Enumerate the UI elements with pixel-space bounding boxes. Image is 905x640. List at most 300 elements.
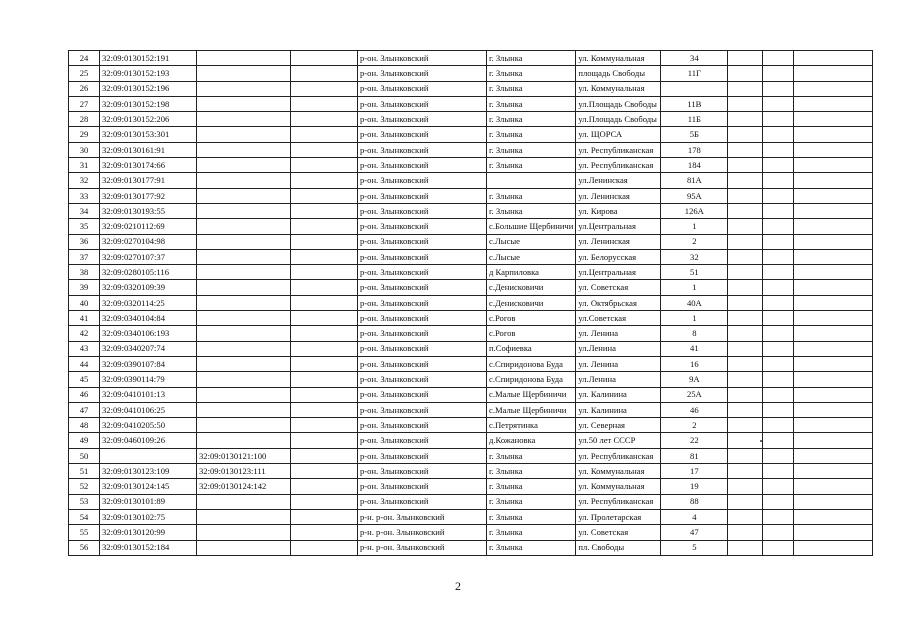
locality-cell: с.Лысые xyxy=(487,234,576,249)
table-row xyxy=(69,51,873,66)
extra-1-cell xyxy=(728,127,763,142)
district-cell: р-он. Злынковский xyxy=(358,494,487,509)
extra-1-cell xyxy=(728,341,763,356)
row-number-cell: 54 xyxy=(69,509,100,524)
row-number-cell: 39 xyxy=(69,280,100,295)
locality-cell: с.Большие Щербиничи xyxy=(487,219,576,234)
table-row xyxy=(69,142,873,157)
extra-3-cell xyxy=(794,142,873,157)
row-number-cell: 42 xyxy=(69,326,100,341)
street-cell: ул. Ленинская xyxy=(576,188,661,203)
street-cell: ул. Коммунальная xyxy=(576,464,661,479)
empty-col-cell xyxy=(291,479,358,494)
district-cell: р-он. Злынковский xyxy=(358,311,487,326)
empty-col-cell xyxy=(291,448,358,463)
extra-2-cell xyxy=(763,158,794,173)
empty-col-cell xyxy=(291,372,358,387)
extra-3-cell xyxy=(794,494,873,509)
extra-2-cell xyxy=(763,509,794,524)
row-number-cell: 51 xyxy=(69,464,100,479)
cadastral-number-cell: 32:09:0340106:193 xyxy=(100,326,197,341)
cadastral-number-2-cell xyxy=(197,433,291,448)
extra-2-cell xyxy=(763,96,794,111)
district-cell: р-он. Злынковский xyxy=(358,418,487,433)
extra-1-cell xyxy=(728,418,763,433)
cadastral-number-cell: 32:09:0130177:92 xyxy=(100,188,197,203)
extra-1-cell xyxy=(728,540,763,555)
locality-cell: с.Спиридонова Буда xyxy=(487,356,576,371)
house-number-cell: 40А xyxy=(661,295,728,310)
street-cell: ул. Калинина xyxy=(576,387,661,402)
locality-cell: г. Злынка xyxy=(487,112,576,127)
locality-cell: д Карпиловка xyxy=(487,265,576,280)
table-row xyxy=(69,280,873,295)
table-row xyxy=(69,66,873,81)
cadastral-number-cell: 32:09:0130124:145 xyxy=(100,479,197,494)
extra-2-cell xyxy=(763,311,794,326)
cadastral-number-2-cell xyxy=(197,509,291,524)
empty-col-cell xyxy=(291,265,358,280)
row-number-cell: 26 xyxy=(69,81,100,96)
locality-cell: г. Злынка xyxy=(487,96,576,111)
cadastral-number-2-cell xyxy=(197,249,291,264)
extra-3-cell xyxy=(794,540,873,555)
extra-2-cell xyxy=(763,464,794,479)
house-number-cell: 5 xyxy=(661,540,728,555)
row-number-cell: 36 xyxy=(69,234,100,249)
extra-3-cell xyxy=(794,96,873,111)
district-cell: р-он. Злынковский xyxy=(358,127,487,142)
row-number-cell: 40 xyxy=(69,295,100,310)
cadastral-number-cell: 32:09:0340207:74 xyxy=(100,341,197,356)
house-number-cell: 1 xyxy=(661,311,728,326)
extra-1-cell xyxy=(728,372,763,387)
row-number-cell: 32 xyxy=(69,173,100,188)
locality-cell: г. Злынка xyxy=(487,127,576,142)
cadastral-number-2-cell xyxy=(197,203,291,218)
cadastral-number-cell: 32:09:0130152:198 xyxy=(100,96,197,111)
cadastral-number-cell: 32:09:0130161:91 xyxy=(100,142,197,157)
street-cell: ул. Республиканская xyxy=(576,494,661,509)
table-row xyxy=(69,341,873,356)
street-cell: ул. Советская xyxy=(576,280,661,295)
house-number-cell: 51 xyxy=(661,265,728,280)
extra-2-cell xyxy=(763,280,794,295)
extra-1-cell xyxy=(728,112,763,127)
street-cell: ул.Площадь Свободы xyxy=(576,112,661,127)
empty-col-cell xyxy=(291,66,358,81)
extra-2-cell xyxy=(763,81,794,96)
extra-3-cell xyxy=(794,448,873,463)
extra-2-cell xyxy=(763,265,794,280)
extra-3-cell xyxy=(794,295,873,310)
district-cell: р-он. Злынковский xyxy=(358,341,487,356)
district-cell: р-он. Злынковский xyxy=(358,173,487,188)
district-cell: р-он. Злынковский xyxy=(358,387,487,402)
locality-cell: г. Злынка xyxy=(487,188,576,203)
extra-3-cell xyxy=(794,387,873,402)
district-cell: р-он. Злынковский xyxy=(358,66,487,81)
extra-3-cell xyxy=(794,234,873,249)
cadastral-number-cell: 32:09:0460109:26 xyxy=(100,433,197,448)
extra-1-cell xyxy=(728,234,763,249)
street-cell: ул.Ленина xyxy=(576,372,661,387)
locality-cell: г. Злынка xyxy=(487,525,576,540)
table-row xyxy=(69,387,873,402)
extra-3-cell xyxy=(794,265,873,280)
extra-3-cell xyxy=(794,173,873,188)
row-number-cell: 53 xyxy=(69,494,100,509)
extra-1-cell xyxy=(728,494,763,509)
cadastral-number-cell: 32:09:0390107:84 xyxy=(100,356,197,371)
empty-col-cell xyxy=(291,402,358,417)
extra-3-cell xyxy=(794,249,873,264)
extra-3-cell xyxy=(794,188,873,203)
district-cell: р-он. Злынковский xyxy=(358,295,487,310)
extra-3-cell xyxy=(794,509,873,524)
extra-2-cell xyxy=(763,418,794,433)
empty-col-cell xyxy=(291,203,358,218)
street-cell: пл. Свободы xyxy=(576,540,661,555)
street-cell: ул. Кирова xyxy=(576,203,661,218)
extra-1-cell xyxy=(728,158,763,173)
row-number-cell: 24 xyxy=(69,51,100,66)
empty-col-cell xyxy=(291,387,358,402)
cadastral-number-cell: 32:09:0130177:91 xyxy=(100,173,197,188)
extra-3-cell xyxy=(794,525,873,540)
cadastral-number-2-cell xyxy=(197,418,291,433)
house-number-cell: 9А xyxy=(661,372,728,387)
house-number-cell: 2 xyxy=(661,418,728,433)
extra-3-cell xyxy=(794,402,873,417)
extra-1-cell xyxy=(728,433,763,448)
cadastral-number-2-cell xyxy=(197,219,291,234)
house-number-cell: 22 xyxy=(661,433,728,448)
street-cell: ул.Советская xyxy=(576,311,661,326)
locality-cell: с.Денисковичи xyxy=(487,295,576,310)
street-cell: ул. Белорусская xyxy=(576,249,661,264)
locality-cell: с.Рогов xyxy=(487,311,576,326)
extra-1-cell xyxy=(728,51,763,66)
extra-3-cell xyxy=(794,51,873,66)
table-row xyxy=(69,356,873,371)
table-row xyxy=(69,448,873,463)
locality-cell: п.Софиевка xyxy=(487,341,576,356)
table-row xyxy=(69,81,873,96)
street-cell: ул. Республиканская xyxy=(576,448,661,463)
cadastral-number-cell: 32:09:0270104:98 xyxy=(100,234,197,249)
extra-3-cell xyxy=(794,464,873,479)
extra-2-cell xyxy=(763,203,794,218)
extra-3-cell xyxy=(794,158,873,173)
house-number-cell: 5Б xyxy=(661,127,728,142)
cadastral-number-cell: 32:09:0410101:13 xyxy=(100,387,197,402)
street-cell: ул.Ленина xyxy=(576,341,661,356)
empty-col-cell xyxy=(291,81,358,96)
street-cell: ул.Площадь Свободы xyxy=(576,96,661,111)
property-register-table xyxy=(68,50,873,556)
locality-cell: с.Рогов xyxy=(487,326,576,341)
empty-col-cell xyxy=(291,509,358,524)
street-cell: ул. Республиканская xyxy=(576,142,661,157)
street-cell: ул. Республиканская xyxy=(576,158,661,173)
extra-2-cell xyxy=(763,402,794,417)
extra-2-cell xyxy=(763,219,794,234)
extra-2-cell xyxy=(763,341,794,356)
locality-cell: г. Злынка xyxy=(487,203,576,218)
street-cell: ул. Коммунальная xyxy=(576,51,661,66)
extra-2-cell xyxy=(763,540,794,555)
cadastral-number-2-cell xyxy=(197,540,291,555)
house-number-cell: 32 xyxy=(661,249,728,264)
cadastral-number-2-cell xyxy=(197,66,291,81)
cadastral-number-2-cell xyxy=(197,265,291,280)
cadastral-number-cell: 32:09:0410205:50 xyxy=(100,418,197,433)
cadastral-number-2-cell xyxy=(197,326,291,341)
cadastral-number-cell: 32:09:0320114:25 xyxy=(100,295,197,310)
house-number-cell: 19 xyxy=(661,479,728,494)
district-cell: р-он. Злынковский xyxy=(358,234,487,249)
extra-1-cell xyxy=(728,280,763,295)
cadastral-number-2-cell xyxy=(197,356,291,371)
row-number-cell: 55 xyxy=(69,525,100,540)
extra-2-cell xyxy=(763,448,794,463)
extra-2-cell xyxy=(763,387,794,402)
locality-cell: с.Спиридонова Буда xyxy=(487,372,576,387)
locality-cell: д.Кожановка xyxy=(487,433,576,448)
empty-col-cell xyxy=(291,326,358,341)
table-row xyxy=(69,203,873,218)
house-number-cell: 11Б xyxy=(661,112,728,127)
extra-3-cell xyxy=(794,311,873,326)
cadastral-number-2-cell xyxy=(197,402,291,417)
extra-3-cell xyxy=(794,356,873,371)
cadastral-number-2-cell xyxy=(197,234,291,249)
extra-1-cell xyxy=(728,356,763,371)
street-cell: ул. Ленина xyxy=(576,326,661,341)
house-number-cell: 178 xyxy=(661,142,728,157)
table-row xyxy=(69,509,873,524)
locality-cell: г. Злынка xyxy=(487,509,576,524)
row-number-cell: 29 xyxy=(69,127,100,142)
empty-col-cell xyxy=(291,295,358,310)
street-cell: ул.Центральная xyxy=(576,265,661,280)
house-number-cell: 4 xyxy=(661,509,728,524)
extra-2-cell xyxy=(763,142,794,157)
district-cell: р-он. Злынковский xyxy=(358,372,487,387)
district-cell: р-он. Злынковский xyxy=(358,96,487,111)
extra-3-cell xyxy=(794,418,873,433)
house-number-cell: 34 xyxy=(661,51,728,66)
extra-1-cell xyxy=(728,265,763,280)
street-cell: ул. Пролетарская xyxy=(576,509,661,524)
stray-mark xyxy=(760,440,762,442)
cadastral-number-cell: 32:09:0340104:84 xyxy=(100,311,197,326)
district-cell: р-он. Злынковский xyxy=(358,158,487,173)
table-row xyxy=(69,464,873,479)
row-number-cell: 48 xyxy=(69,418,100,433)
locality-cell: г. Злынка xyxy=(487,464,576,479)
house-number-cell: 88 xyxy=(661,494,728,509)
table-row xyxy=(69,494,873,509)
empty-col-cell xyxy=(291,112,358,127)
street-cell: ул. Северная xyxy=(576,418,661,433)
extra-1-cell xyxy=(728,479,763,494)
row-number-cell: 47 xyxy=(69,402,100,417)
extra-3-cell xyxy=(794,326,873,341)
row-number-cell: 25 xyxy=(69,66,100,81)
locality-cell: г. Злынка xyxy=(487,142,576,157)
street-cell: ул. Октябрьская xyxy=(576,295,661,310)
table-row xyxy=(69,402,873,417)
table-row xyxy=(69,479,873,494)
extra-2-cell xyxy=(763,127,794,142)
extra-1-cell xyxy=(728,96,763,111)
table-row xyxy=(69,234,873,249)
district-cell: р-он. Злынковский xyxy=(358,81,487,96)
cadastral-number-2-cell xyxy=(197,112,291,127)
table-row xyxy=(69,219,873,234)
empty-col-cell xyxy=(291,173,358,188)
street-cell: ул. Советская xyxy=(576,525,661,540)
table-row xyxy=(69,433,873,448)
street-cell: площадь Свободы xyxy=(576,66,661,81)
empty-col-cell xyxy=(291,341,358,356)
house-number-cell: 95А xyxy=(661,188,728,203)
cadastral-number-cell: 32:09:0130152:206 xyxy=(100,112,197,127)
extra-2-cell xyxy=(763,433,794,448)
house-number-cell: 16 xyxy=(661,356,728,371)
row-number-cell: 27 xyxy=(69,96,100,111)
extra-3-cell xyxy=(794,81,873,96)
house-number-cell: 11Г xyxy=(661,66,728,81)
row-number-cell: 35 xyxy=(69,219,100,234)
empty-col-cell xyxy=(291,158,358,173)
extra-3-cell xyxy=(794,341,873,356)
table-row xyxy=(69,418,873,433)
page-number: 2 xyxy=(455,579,461,593)
extra-1-cell xyxy=(728,311,763,326)
district-cell: р-он. Злынковский xyxy=(358,464,487,479)
house-number-cell: 47 xyxy=(661,525,728,540)
house-number-cell: 1 xyxy=(661,280,728,295)
empty-col-cell xyxy=(291,525,358,540)
empty-col-cell xyxy=(291,418,358,433)
cadastral-number-cell: 32:09:0130153:301 xyxy=(100,127,197,142)
empty-col-cell xyxy=(291,311,358,326)
cadastral-number-cell: 32:09:0270107:37 xyxy=(100,249,197,264)
cadastral-number-2-cell xyxy=(197,96,291,111)
district-cell: р-он. Злынковский xyxy=(358,142,487,157)
cadastral-number-cell xyxy=(100,448,197,463)
street-cell: ул. Коммунальная xyxy=(576,479,661,494)
house-number-cell: 81А xyxy=(661,173,728,188)
locality-cell: с.Малые Щербиничи xyxy=(487,387,576,402)
district-cell: р-он. Злынковский xyxy=(358,112,487,127)
street-cell: ул. Коммунальная xyxy=(576,81,661,96)
house-number-cell: 2 xyxy=(661,234,728,249)
house-number-cell: 25А xyxy=(661,387,728,402)
cadastral-number-2-cell xyxy=(197,525,291,540)
row-number-cell: 33 xyxy=(69,188,100,203)
table-row xyxy=(69,295,873,310)
cadastral-number-2-cell: 32:09:0130123:111 xyxy=(197,464,291,479)
extra-2-cell xyxy=(763,356,794,371)
row-number-cell: 31 xyxy=(69,158,100,173)
district-cell: р-н. р-он. Злынковский xyxy=(358,509,487,524)
locality-cell: с.Петрятинка xyxy=(487,418,576,433)
locality-cell: г. Злынка xyxy=(487,540,576,555)
cadastral-number-cell: 32:09:0130193:55 xyxy=(100,203,197,218)
empty-col-cell xyxy=(291,142,358,157)
cadastral-number-2-cell xyxy=(197,311,291,326)
empty-col-cell xyxy=(291,188,358,203)
locality-cell: г. Злынка xyxy=(487,51,576,66)
cadastral-number-2-cell xyxy=(197,372,291,387)
house-number-cell: 184 xyxy=(661,158,728,173)
extra-3-cell xyxy=(794,433,873,448)
cadastral-number-cell: 32:09:0320109:39 xyxy=(100,280,197,295)
extra-2-cell xyxy=(763,249,794,264)
house-number-cell xyxy=(661,81,728,96)
row-number-cell: 28 xyxy=(69,112,100,127)
cadastral-number-2-cell xyxy=(197,295,291,310)
table-row xyxy=(69,249,873,264)
locality-cell: г. Злынка xyxy=(487,158,576,173)
cadastral-number-2-cell xyxy=(197,188,291,203)
cadastral-number-cell: 32:09:0130120:99 xyxy=(100,525,197,540)
empty-col-cell xyxy=(291,127,358,142)
empty-col-cell xyxy=(291,540,358,555)
extra-3-cell xyxy=(794,372,873,387)
cadastral-number-cell: 32:09:0130152:196 xyxy=(100,81,197,96)
extra-1-cell xyxy=(728,525,763,540)
cadastral-number-2-cell xyxy=(197,173,291,188)
row-number-cell: 46 xyxy=(69,387,100,402)
table-row xyxy=(69,540,873,555)
cadastral-number-cell: 32:09:0410106:25 xyxy=(100,402,197,417)
house-number-cell: 81 xyxy=(661,448,728,463)
extra-1-cell xyxy=(728,142,763,157)
district-cell: р-он. Злынковский xyxy=(358,356,487,371)
district-cell: р-он. Злынковский xyxy=(358,265,487,280)
street-cell: ул. Калинина xyxy=(576,402,661,417)
cadastral-number-2-cell: 32:09:0130124:142 xyxy=(197,479,291,494)
street-cell: ул. Ленинская xyxy=(576,234,661,249)
table-row xyxy=(69,158,873,173)
street-cell: ул.50 лет СССР xyxy=(576,433,661,448)
cadastral-number-2-cell xyxy=(197,142,291,157)
extra-3-cell xyxy=(794,280,873,295)
extra-2-cell xyxy=(763,234,794,249)
empty-col-cell xyxy=(291,494,358,509)
extra-2-cell xyxy=(763,525,794,540)
empty-col-cell xyxy=(291,356,358,371)
extra-2-cell xyxy=(763,66,794,81)
table-row xyxy=(69,173,873,188)
extra-1-cell xyxy=(728,188,763,203)
extra-1-cell xyxy=(728,464,763,479)
locality-cell: г. Злынка xyxy=(487,81,576,96)
extra-3-cell xyxy=(794,219,873,234)
table-row xyxy=(69,525,873,540)
extra-1-cell xyxy=(728,448,763,463)
street-cell: ул.Центральная xyxy=(576,219,661,234)
extra-1-cell xyxy=(728,509,763,524)
locality-cell: с.Малые Щербиничи xyxy=(487,402,576,417)
locality-cell: г. Злынка xyxy=(487,448,576,463)
table-row xyxy=(69,311,873,326)
